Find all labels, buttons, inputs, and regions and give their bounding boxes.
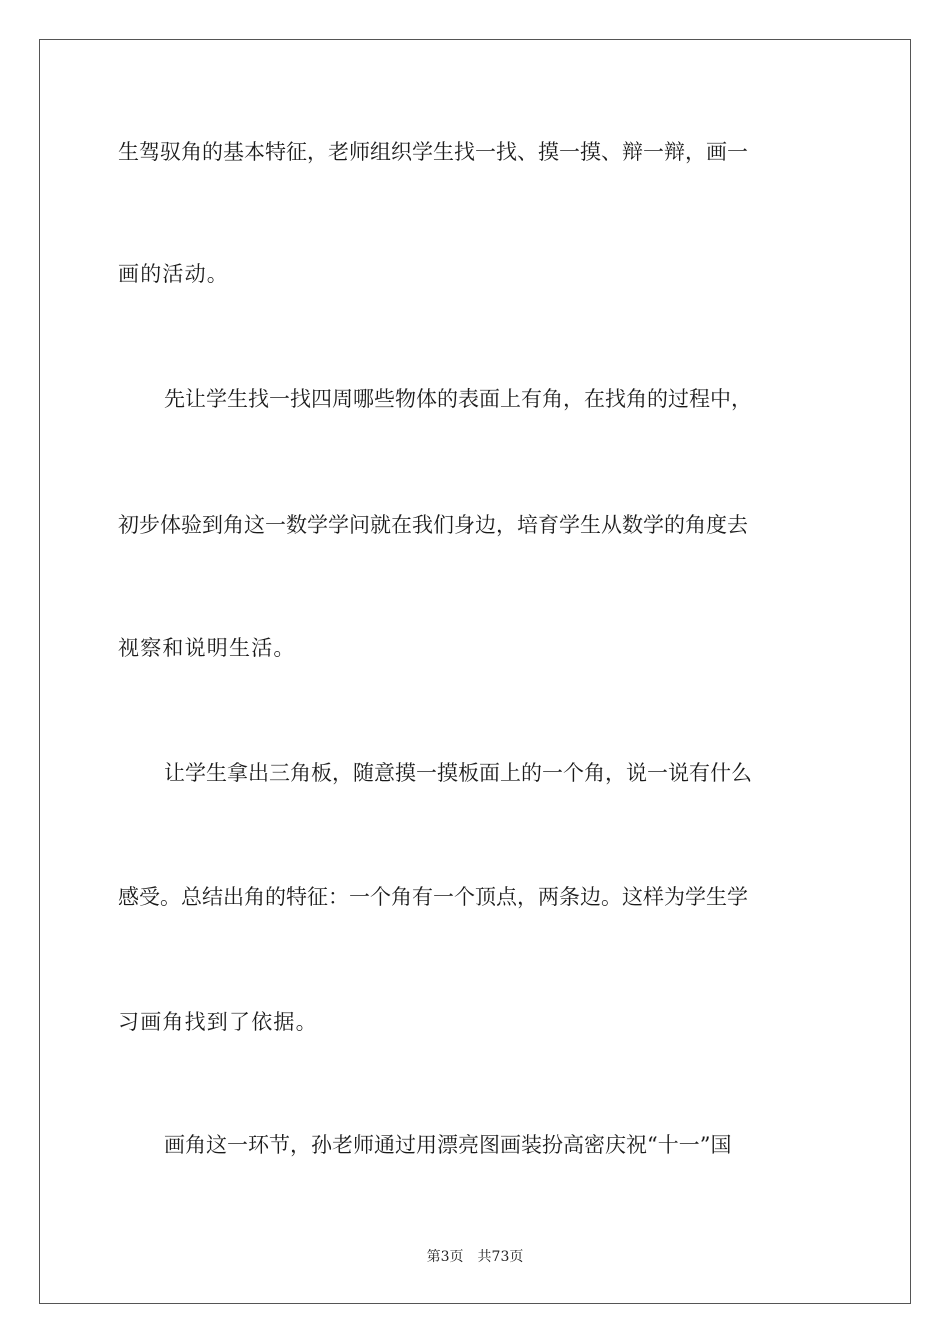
paragraph-start-line: 画角这一环节，孙老师通过用漂亮图画装扮高密庆祝“十一”国 [164, 1133, 732, 1157]
text-line: 生驾驭角的基本特征，老师组织学生找一找、摸一摸、辩一辩，画一 [118, 140, 748, 164]
text-line: 感受。总结出角的特征：一个角有一个顶点，两条边。这样为学生学 [118, 885, 748, 909]
text-line: 画的活动。 [118, 262, 229, 286]
page-footer [0, 1247, 950, 1267]
text-line: 习画角找到了依据。 [118, 1010, 318, 1034]
page-number: 第3页 [426, 1249, 464, 1265]
text-line: 视察和说明生活。 [118, 636, 296, 660]
page-border [39, 39, 911, 1304]
paragraph-start-line: 让学生拿出三角板，随意摸一摸板面上的一个角，说一说有什么 [164, 761, 752, 785]
paragraph-start-line: 先让学生找一找四周哪些物体的表面上有角，在找角的过程中， [164, 387, 752, 411]
text-line: 初步体验到角这一数学学问就在我们身边，培育学生从数学的角度去 [118, 513, 748, 537]
total-pages: 共73页 [477, 1249, 524, 1265]
